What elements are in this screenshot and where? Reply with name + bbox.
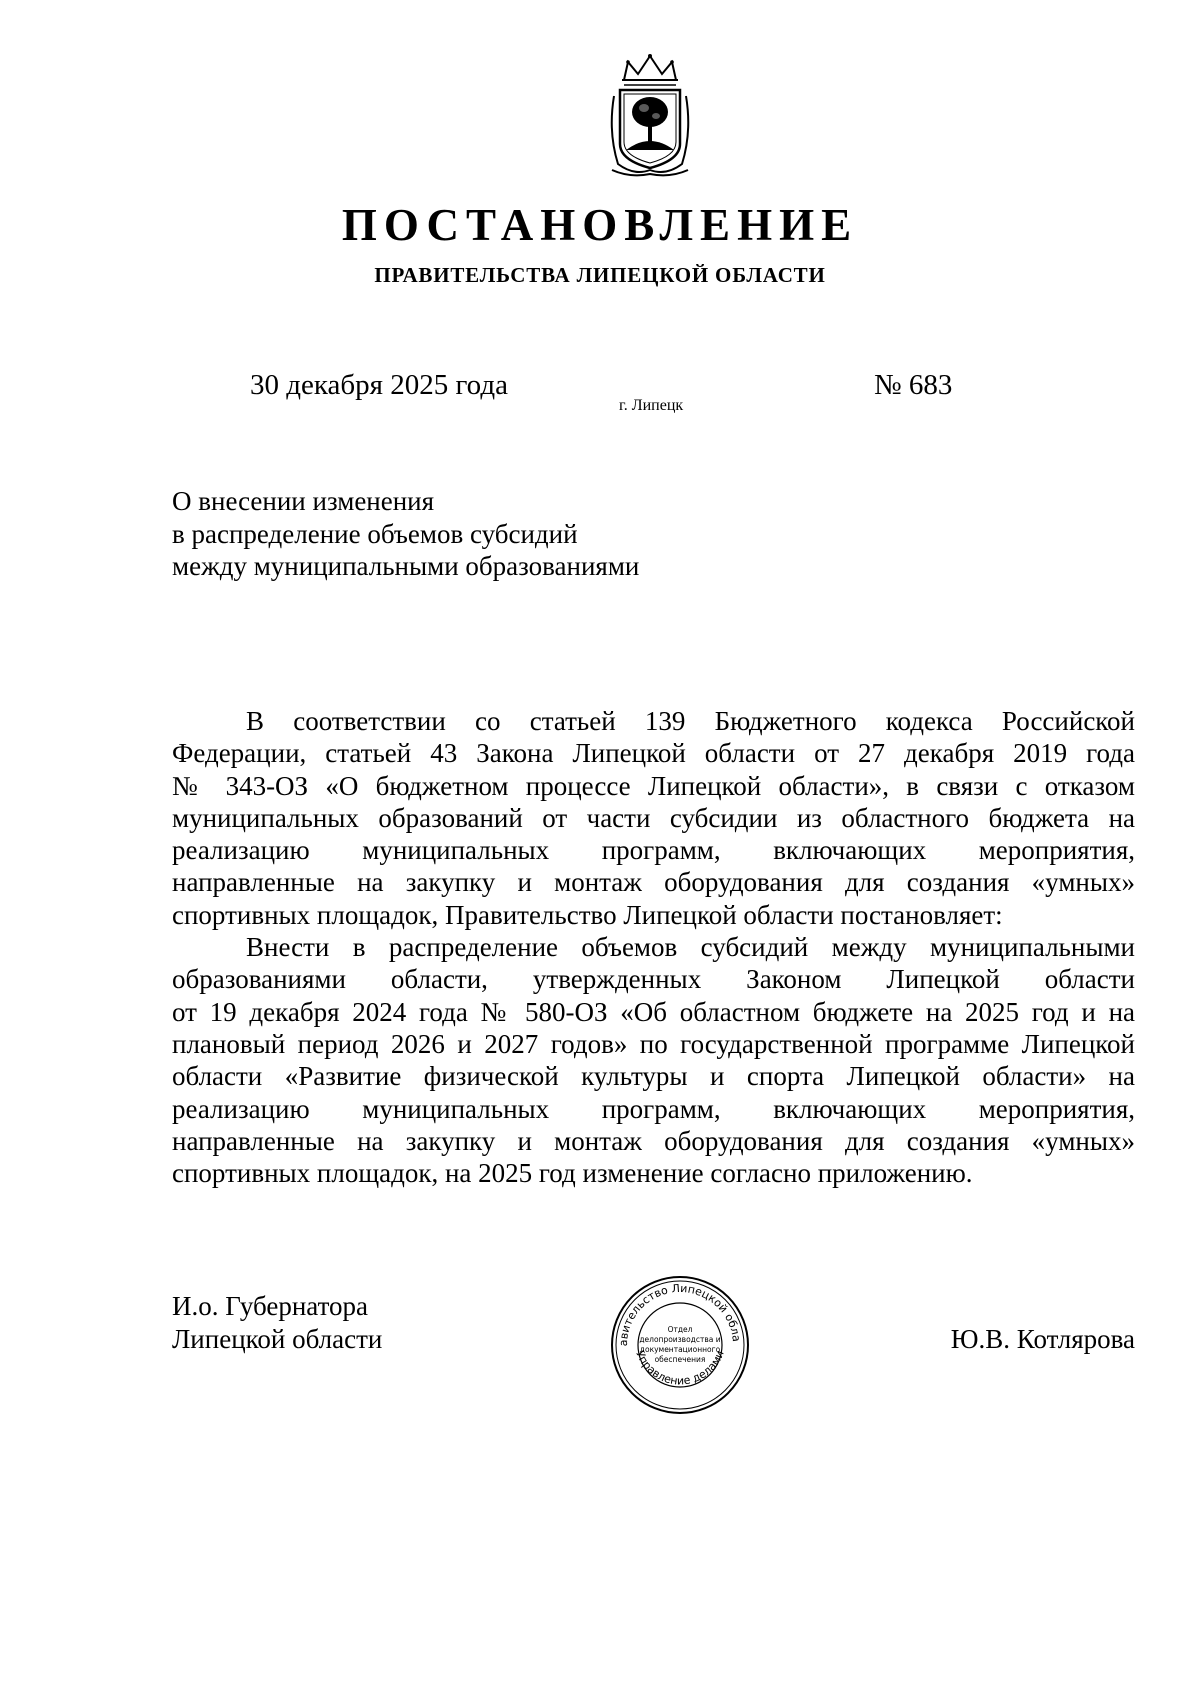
official-stamp-icon: [605, 1270, 755, 1420]
document-subject: [172, 485, 639, 583]
document-subtitle: ПРАВИТЕЛЬСТВА ЛИПЕЦКОЙ ОБЛАСТИ: [374, 263, 826, 287]
stamp-inner-line: Отдел: [667, 1325, 693, 1334]
document-body: [172, 705, 1135, 1189]
stamp-outer-text: авительство Липецкой обла: [616, 1281, 743, 1347]
body-line: плановый период 2026 и 2027 годов» по государственной программе Липецкой: [172, 1028, 1135, 1059]
document-city: г. Липецк: [619, 397, 684, 414]
body-line: реализацию муниципальных программ, включающих мероприятия,: [172, 835, 1135, 866]
body-line: спортивных площадок, Правительство Липецкой области постановляет:: [172, 899, 1003, 930]
signer-position: [172, 1290, 382, 1356]
subject-line: О внесении изменения: [172, 486, 435, 516]
document-date: 30 декабря 2025 года: [250, 369, 508, 401]
signer-position-line: И.о. Губернатора: [172, 1291, 369, 1321]
body-line: направленные на закупку и монтаж оборудования для создания «умных»: [172, 1125, 1135, 1156]
subject-line: между муниципальными образованиями: [172, 551, 640, 581]
body-line: муниципальных образований от части субсидии из областного бюджета на: [172, 802, 1135, 833]
body-paragraph: [172, 705, 1135, 931]
signer-position-line: Липецкой области: [172, 1324, 383, 1354]
body-line: № 343-ОЗ «О бюджетном процессе Липецкой области», в связи с отказом: [172, 770, 1135, 801]
signer-name: Ю.В. Котлярова: [950, 1324, 1135, 1354]
body-line: Внести в распределение объемов субсидий между муниципальными: [246, 932, 1135, 963]
stamp-inner-line: обеспечения: [654, 1355, 706, 1364]
body-line: реализацию муниципальных программ, включающих мероприятия,: [172, 1093, 1135, 1124]
stamp-inner-line: документационного: [639, 1345, 721, 1354]
subject-line: в распределение объемов субсидий: [172, 518, 578, 549]
document-number: № 683: [874, 369, 953, 401]
body-line: Федерации, статьей 43 Закона Липецкой области от 27 декабря 2019 года: [172, 738, 1135, 769]
body-line: образованиями области, утвержденных Законом Липецкой области: [172, 964, 1135, 995]
body-line: направленные на закупку и монтаж оборудования для создания «умных»: [172, 867, 1135, 898]
body-line: В соответствии со статьей 139 Бюджетного кодекса Российской: [246, 706, 1135, 736]
body-line: спортивных площадок, на 2025 год изменение согласно приложению.: [172, 1158, 973, 1189]
body-paragraph: [172, 931, 1135, 1189]
stamp-inner-line: делопроизводства и: [639, 1335, 721, 1344]
body-line: области «Развитие физической культуры и спорта Липецкой области» на: [172, 1061, 1135, 1092]
document-title: ПОСТАНОВЛЕНИЕ: [341, 200, 859, 250]
coat-of-arms-icon: [600, 52, 700, 180]
body-line: от 19 декабря 2024 года № 580-ОЗ «Об областном бюджете на 2025 год и на: [172, 996, 1135, 1027]
stamp-bottom-text: Управление делами: [633, 1348, 727, 1388]
